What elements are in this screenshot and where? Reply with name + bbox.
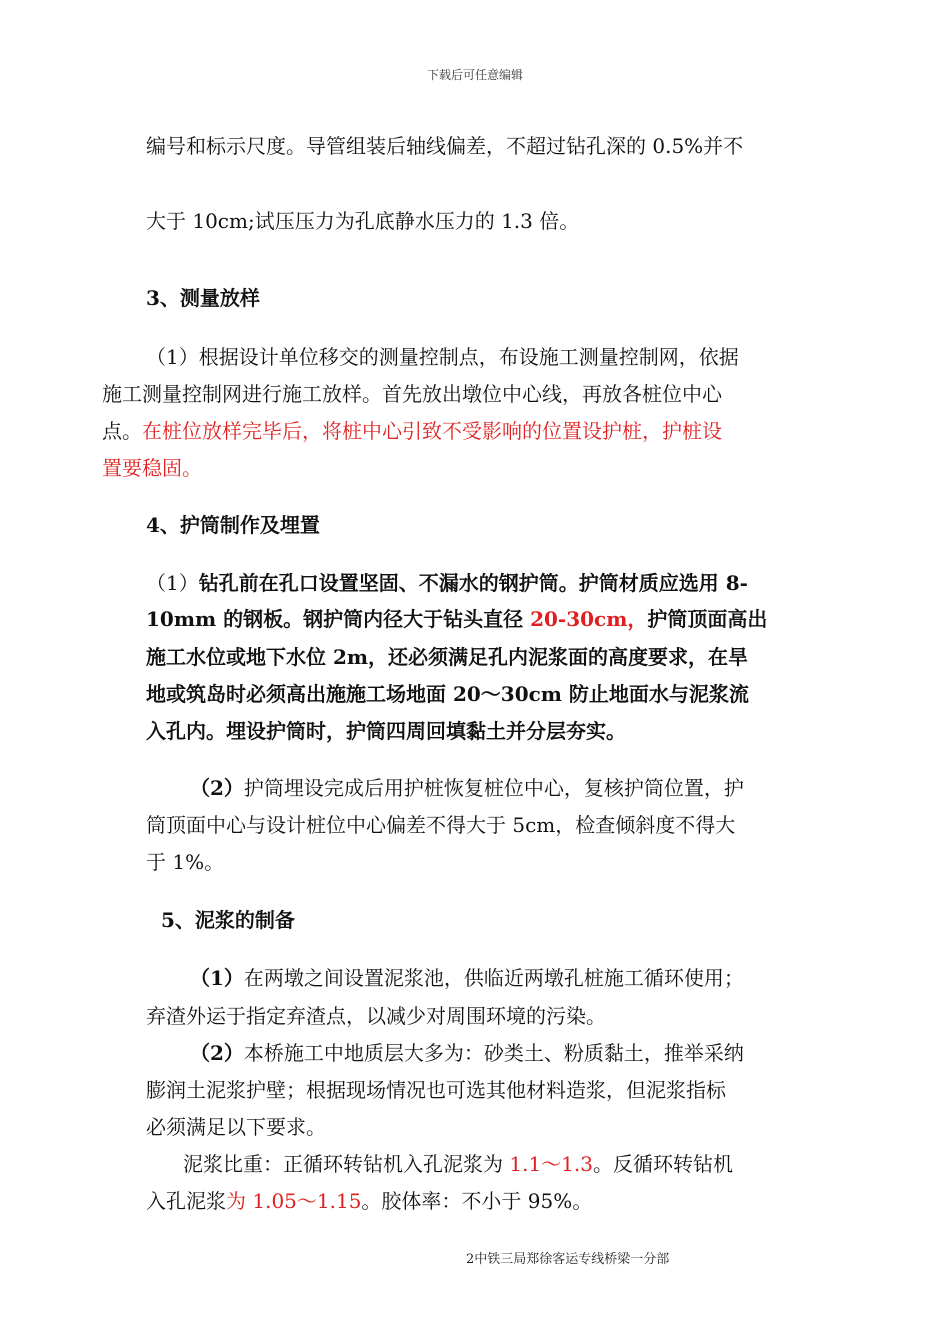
highlighted-text: 为 1.05～1.15 <box>226 1189 362 1213</box>
section-heading-4: 4、护筒制作及埋置 <box>146 513 320 537</box>
highlighted-text: 在桩位放样完毕后，将桩中心引致不受影响的位置设护桩，护桩设 <box>142 419 722 443</box>
list-number: （1） <box>146 571 199 595</box>
section-heading-5: 5、泥浆的制备 <box>161 908 295 932</box>
highlighted-text: 1.1～1.3 <box>509 1152 593 1176</box>
paragraph-line <box>146 571 748 595</box>
text-span: 护筒顶面高出 <box>647 607 768 631</box>
paragraph-line <box>183 1152 733 1176</box>
list-number: （2） <box>190 1041 244 1065</box>
paragraph-line: 施工水位或地下水位 2m，还必须满足孔内泥浆面的高度要求，在旱 <box>146 645 749 669</box>
paragraph-line <box>190 966 744 990</box>
text-span: 在两墩之间设置泥浆池，供临近两墩孔桩施工循环使用； <box>243 966 744 990</box>
paragraph-line: 施工测量控制网进行施工放样。首先放出墩位中心线，再放各桩位中心 <box>102 382 722 406</box>
page-footer: 2中铁三局郑徐客运专线桥梁一分部 <box>466 1252 670 1267</box>
paragraph-line: 必须满足以下要求。 <box>146 1115 326 1139</box>
text-span: 泥浆比重：正循环转钻机入孔泥浆为 <box>183 1152 510 1176</box>
paragraph-line: 筒顶面中心与设计桩位中心偏差不得大于 5cm，检查倾斜度不得大 <box>146 813 736 837</box>
text-span: 。胶体率：不小于 95%。 <box>361 1189 593 1213</box>
list-number: （2） <box>190 776 244 800</box>
paragraph-line <box>102 419 722 443</box>
list-number: （1） <box>190 966 244 990</box>
paragraph-line <box>146 607 767 631</box>
text-span: 钻孔前在孔口设置坚固、不漏水的钢护筒。护筒材质应选用 8- <box>198 571 748 595</box>
paragraph-line: 地或筑岛时必须高出施施工场地面 20～30cm 防止地面水与泥浆流 <box>146 682 749 706</box>
paragraph-line: 大于 10cm;试压压力为孔底静水压力的 1.3 倍。 <box>146 209 580 233</box>
paragraph-line <box>190 1041 744 1065</box>
paragraph-line: （1）根据设计单位移交的测量控制点，布设施工测量控制网，依据 <box>146 345 739 369</box>
paragraph-line <box>190 776 744 800</box>
text-span: 10mm 的钢板。钢护筒内径大于钻头直径 <box>146 607 531 631</box>
highlighted-text: 置要稳固。 <box>102 456 202 480</box>
text-span: 本桥施工中地质层大多为：砂类土、粉质黏土，推举采纳 <box>243 1041 744 1065</box>
text-span: 点。 <box>102 419 142 443</box>
paragraph-line: 编号和标示尺度。导管组装后轴线偏差，不超过钻孔深的 0.5%并不 <box>146 134 744 158</box>
page-header: 下载后可任意编辑 <box>426 68 523 82</box>
text-span: 。反循环转钻机 <box>592 1152 733 1176</box>
paragraph-line: 弃渣外运于指定弃渣点，以减少对周围环境的污染。 <box>146 1004 606 1028</box>
section-heading-3: 3、测量放样 <box>146 286 260 310</box>
paragraph-line <box>146 1189 592 1213</box>
paragraph-line: 于 1%。 <box>146 850 225 874</box>
highlighted-text: 20-30cm， <box>530 607 648 631</box>
paragraph-line: 膨润土泥浆护壁；根据现场情况也可选其他材料造浆，但泥浆指标 <box>146 1078 726 1102</box>
text-span: 入孔泥浆 <box>146 1189 226 1213</box>
text-span: 护筒埋设完成后用护桩恢复桩位中心，复核护筒位置，护 <box>243 776 744 800</box>
paragraph-line: 入孔内。埋设护筒时，护筒四周回填黏土并分层夯实。 <box>146 719 626 743</box>
